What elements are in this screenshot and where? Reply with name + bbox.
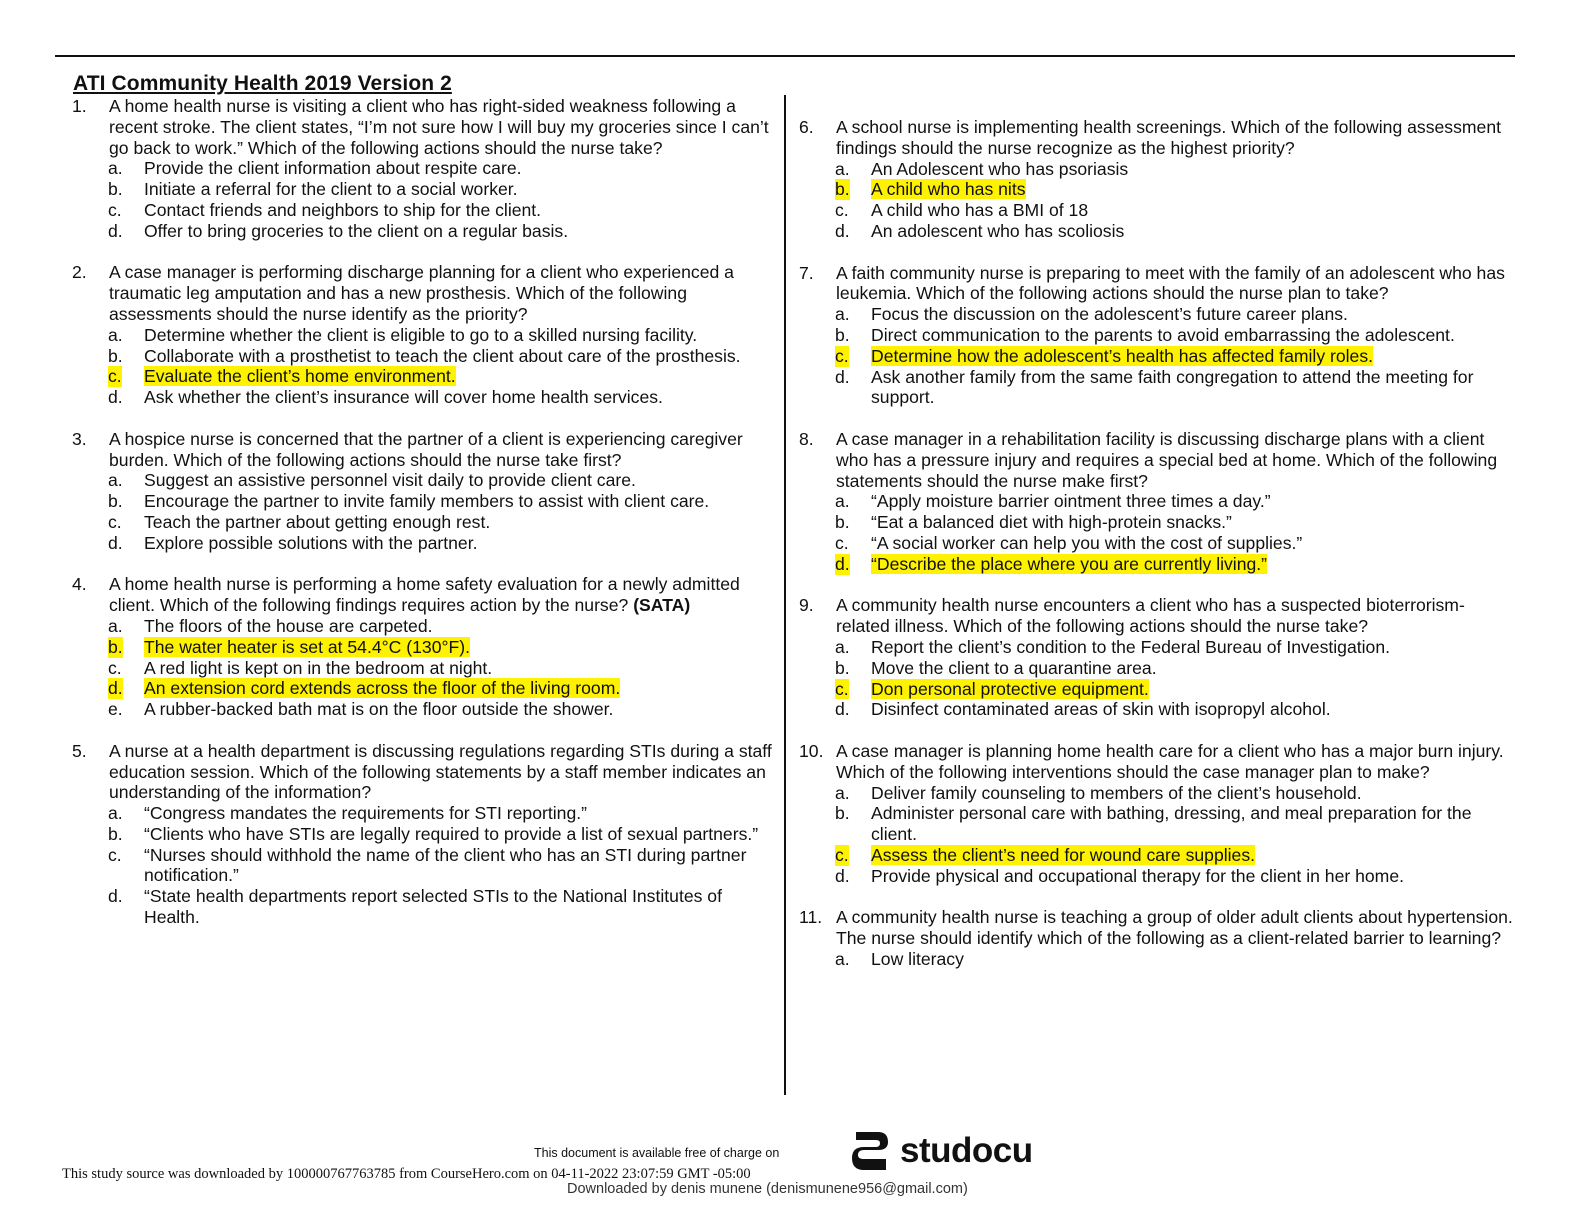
highlighted-answer-text: Assess the client’s need for wound care supplies.: [871, 844, 1256, 865]
option-text: Provide physical and occupational therapy for the client in her home.: [871, 865, 1405, 886]
option-text: Administer personal care with bathing, dressing, and meal preparation for the client.: [871, 803, 1472, 845]
option-letter: a.: [108, 470, 123, 491]
right-column: [797, 117, 1515, 990]
question-text: A community health nurse encounters a client who has a suspected bioterrorism-related illness. Which of the following actions should the nurse take?: [836, 595, 1465, 637]
question-stem: [70, 741, 782, 803]
question-number: 10.: [799, 740, 824, 761]
option-letter: d.: [835, 865, 850, 886]
question-stem: [70, 574, 782, 616]
question-stem: [797, 263, 1515, 305]
option-letter: b.: [835, 657, 850, 678]
answer-option: [797, 346, 1515, 367]
answer-option: [70, 387, 782, 408]
answer-option: [797, 221, 1515, 242]
question-text: A case manager is planning home health care for a client who has a major burn injury. Which of the following interventions should the case manager plan to make?: [836, 740, 1504, 782]
answer-option: [70, 179, 782, 200]
option-letter: c.: [835, 345, 849, 366]
option-text: Deliver family counseling to members of the client’s household.: [871, 782, 1362, 803]
option-text: “State health departments report selected STIs to the National Institutes of Health.: [144, 886, 722, 928]
question-item: [797, 429, 1515, 575]
answer-option: [70, 200, 782, 221]
question-number: 7.: [799, 262, 814, 283]
question-number: 5.: [72, 740, 87, 761]
question-stem: [797, 741, 1515, 783]
answer-option: [797, 304, 1515, 325]
question-stem: [797, 595, 1515, 637]
answer-option: [797, 491, 1515, 512]
answer-option: [70, 533, 782, 554]
option-letter: d.: [108, 387, 123, 408]
option-text: Direct communication to the parents to avoid embarrassing the adolescent.: [871, 324, 1455, 345]
question-number: 2.: [72, 262, 87, 283]
answer-option: [70, 325, 782, 346]
option-text: Low literacy: [871, 948, 964, 969]
option-letter: c.: [108, 199, 122, 220]
answer-option: [797, 179, 1515, 200]
answer-option: [70, 366, 782, 387]
highlighted-answer-text: Determine how the adolescent’s health has affected family roles.: [871, 345, 1374, 366]
answer-option: [70, 699, 782, 720]
question-item: [797, 907, 1515, 969]
option-letter: c.: [835, 844, 849, 865]
option-text: “Congress mandates the requirements for STI reporting.”: [144, 803, 587, 824]
question-item: [797, 741, 1515, 887]
question-item: [70, 96, 782, 242]
option-letter: d.: [835, 553, 850, 574]
option-letter: a.: [835, 948, 850, 969]
option-letter: c.: [108, 657, 122, 678]
document-title: ATI Community Health 2019 Version 2: [73, 72, 452, 95]
answer-option: [70, 491, 782, 512]
highlighted-answer-text: A child who has nits: [871, 179, 1026, 200]
option-text: Ask whether the client’s insurance will cover home health services.: [144, 387, 663, 408]
answer-option: [70, 678, 782, 699]
answer-option: [70, 886, 782, 928]
option-text: Determine whether the client is eligible to go to a skilled nursing facility.: [144, 324, 698, 345]
option-letter: d.: [108, 220, 123, 241]
option-letter: c.: [108, 366, 122, 387]
question-text: A case manager is performing discharge planning for a client who experienced a traumatic leg amputation and has a new prosthesis. Which of the following assessments should the nurse identify as the priority?: [109, 262, 734, 324]
answer-option: [797, 783, 1515, 804]
option-text: Encourage the partner to invite family members to assist with client care.: [144, 491, 710, 512]
answer-option: [70, 512, 782, 533]
highlighted-answer-text: The water heater is set at 54.4°C (130°F).: [144, 636, 471, 657]
answer-option: [797, 658, 1515, 679]
option-text: Collaborate with a prosthetist to teach the client about care of the prosthesis.: [144, 345, 741, 366]
option-letter: b.: [108, 491, 123, 512]
question-item: [797, 263, 1515, 409]
answer-option: [70, 658, 782, 679]
option-letter: b.: [108, 345, 123, 366]
sata-label: (SATA): [633, 595, 691, 616]
question-item: [70, 741, 782, 928]
question-number: 1.: [72, 96, 87, 116]
answer-option: [70, 637, 782, 658]
option-letter: d.: [835, 366, 850, 387]
question-text: A nurse at a health department is discussing regulations regarding STIs during a staff education session. Which of the following statements by a staff member indicates an understanding of the information?: [109, 740, 772, 803]
question-item: [797, 595, 1515, 720]
left-column: [70, 96, 782, 949]
option-letter: b.: [108, 823, 123, 844]
top-rule: [55, 55, 1515, 57]
option-letter: a.: [835, 636, 850, 657]
option-text: Report the client’s condition to the Federal Bureau of Investigation.: [871, 636, 1391, 657]
option-text: A red light is kept on in the bedroom at night.: [144, 657, 493, 678]
answer-option: [797, 554, 1515, 575]
question-stem: [70, 96, 782, 158]
option-text: Explore possible solutions with the partner.: [144, 532, 478, 553]
question-item: [70, 429, 782, 554]
option-letter: d.: [108, 532, 123, 553]
option-text: An Adolescent who has psoriasis: [871, 158, 1129, 179]
highlighted-answer-text: Don personal protective equipment.: [871, 678, 1149, 699]
option-text: Suggest an assistive personnel visit daily to provide client care.: [144, 470, 636, 491]
option-letter: d.: [835, 699, 850, 720]
highlighted-answer-text: An extension cord extends across the floor of the living room.: [144, 678, 621, 699]
option-letter: a.: [835, 491, 850, 512]
answer-option: [797, 845, 1515, 866]
option-text: A rubber-backed bath mat is on the floor outside the shower.: [144, 699, 614, 720]
option-letter: c.: [108, 511, 122, 532]
option-letter: a.: [108, 615, 123, 636]
answer-option: [70, 470, 782, 491]
column-divider: [784, 95, 786, 1095]
question-number: 9.: [799, 595, 814, 616]
answer-option: [70, 346, 782, 367]
option-letter: a.: [835, 304, 850, 325]
option-text: Initiate a referral for the client to a social worker.: [144, 179, 518, 200]
question-stem: [797, 117, 1515, 159]
question-item: [70, 574, 782, 720]
answer-option: [797, 367, 1515, 409]
highlighted-answer-text: “Describe the place where you are currently living.”: [871, 553, 1268, 574]
answer-option: [797, 949, 1515, 970]
answer-option: [70, 824, 782, 845]
answer-option: [797, 637, 1515, 658]
option-letter: b.: [108, 179, 123, 200]
question-text: A hospice nurse is concerned that the partner of a client is experiencing caregiver burden. Which of the following actions should the nurse take first?: [109, 428, 743, 470]
question-item: [797, 117, 1515, 242]
answer-option: [797, 200, 1515, 221]
answer-option: [797, 679, 1515, 700]
answer-option: [70, 221, 782, 242]
highlighted-answer-text: Evaluate the client’s home environment.: [144, 366, 456, 387]
option-letter: c.: [108, 844, 122, 865]
question-number: 3.: [72, 428, 87, 449]
option-letter: a.: [835, 782, 850, 803]
answer-option: [797, 512, 1515, 533]
option-text: “Apply moisture barrier ointment three times a day.”: [871, 491, 1271, 512]
option-letter: d.: [108, 886, 123, 907]
option-text: Contact friends and neighbors to ship for the client.: [144, 199, 542, 220]
question-text: A home health nurse is visiting a client who has right-sided weakness following a recent stroke. The client states, “I’m not sure how I will buy my groceries since I can’t go back to work.” Which of the following actions should the nurse take?: [109, 96, 769, 158]
question-number: 4.: [72, 574, 87, 595]
question-number: 8.: [799, 428, 814, 449]
option-text: Teach the partner about getting enough rest.: [144, 511, 491, 532]
question-text: A school nurse is implementing health screenings. Which of the following assessment findings should the nurse recognize as the highest priority?: [836, 117, 1501, 158]
option-letter: a.: [108, 158, 123, 179]
answer-option: [797, 803, 1515, 845]
availability-note: This document is available free of charge on: [534, 1146, 780, 1160]
option-text: Focus the discussion on the adolescent’s future career plans.: [871, 304, 1348, 325]
option-text: Ask another family from the same faith congregation to attend the meeting for support.: [871, 366, 1474, 408]
option-text: Disinfect contaminated areas of skin with isopropyl alcohol.: [871, 699, 1331, 720]
option-letter: c.: [835, 200, 849, 221]
option-text: “Nurses should withhold the name of the client who has an STI during partner notification.”: [144, 844, 747, 886]
option-letter: e.: [108, 699, 123, 720]
answer-option: [70, 803, 782, 824]
source-note: This study source was downloaded by 100000767763785 from CourseHero.com on 04-11-2022 23:07:59 GMT -05:00: [62, 1166, 751, 1182]
question-stem: [797, 907, 1515, 949]
option-text: The floors of the house are carpeted.: [144, 615, 433, 636]
option-text: Move the client to a quarantine area.: [871, 657, 1157, 678]
option-letter: a.: [108, 803, 123, 824]
question-stem: [797, 429, 1515, 491]
answer-option: [797, 533, 1515, 554]
question-text: A case manager in a rehabilitation facility is discussing discharge plans with a client who has a pressure injury and requires a special bed at home. Which of the following statements should the nurse make first?: [836, 428, 1498, 491]
answer-option: [70, 845, 782, 887]
option-letter: b.: [835, 512, 850, 533]
studocu-logo-icon: [848, 1128, 894, 1174]
downloaded-by-note: Downloaded by denis munene (denismunene956@gmail.com): [567, 1181, 968, 1197]
question-text: A community health nurse is teaching a group of older adult clients about hypertension. The nurse should identify which of the following as a client-related barrier to learning?: [836, 907, 1513, 949]
option-letter: c.: [835, 678, 849, 699]
option-text: A child who has a BMI of 18: [871, 200, 1089, 221]
option-text: “Clients who have STIs are legally required to provide a list of sexual partners.”: [144, 823, 759, 844]
option-letter: d.: [108, 678, 123, 699]
option-text: Provide the client information about respite care.: [144, 158, 522, 179]
answer-option: [797, 699, 1515, 720]
option-letter: d.: [835, 220, 850, 241]
question-text: A faith community nurse is preparing to meet with the family of an adolescent who has leukemia. Which of the following actions should the nurse plan to take?: [836, 262, 1505, 304]
option-letter: b.: [108, 636, 123, 657]
answer-option: [70, 616, 782, 637]
studocu-logo[interactable]: [848, 1128, 1033, 1174]
question-number: 6.: [799, 117, 814, 137]
answer-option: [797, 866, 1515, 887]
question-stem: [70, 262, 782, 324]
option-text: Offer to bring groceries to the client on a regular basis.: [144, 220, 569, 241]
option-letter: c.: [835, 532, 849, 553]
option-letter: b.: [835, 803, 850, 824]
question-item: [70, 262, 782, 408]
option-letter: a.: [835, 158, 850, 179]
question-number: 11.: [799, 907, 823, 928]
question-text: A home health nurse is performing a home safety evaluation for a newly admitted client. Which of the following findings requires action by the nurse?: [109, 574, 740, 616]
option-letter: b.: [835, 179, 850, 200]
option-text: “A social worker can help you with the cost of supplies.”: [871, 532, 1303, 553]
option-letter: b.: [835, 324, 850, 345]
option-letter: a.: [108, 324, 123, 345]
answer-option: [797, 325, 1515, 346]
question-stem: [70, 429, 782, 471]
option-text: “Eat a balanced diet with high-protein snacks.”: [871, 512, 1232, 533]
answer-option: [70, 158, 782, 179]
option-text: An adolescent who has scoliosis: [871, 220, 1125, 241]
studocu-logo-text: studocu: [900, 1131, 1033, 1170]
answer-option: [797, 159, 1515, 180]
